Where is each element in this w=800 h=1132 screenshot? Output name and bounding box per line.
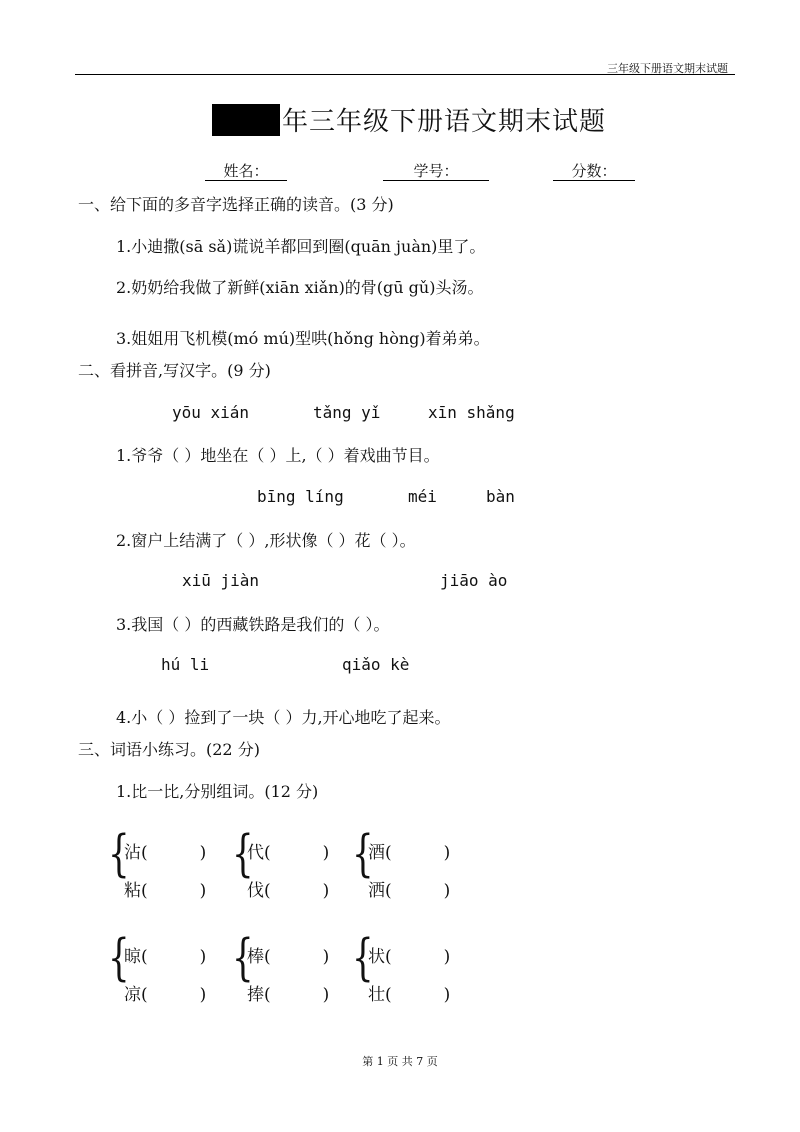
pinyin: xiū jiàn [182,571,260,590]
pinyin: tǎng yǐ [313,403,381,422]
redaction-box [212,104,280,136]
student-id-field[interactable]: 学号： [383,162,489,181]
word-pair-top: 棒( ) [247,947,330,967]
pinyin: yōu xián [172,403,250,422]
page-footer: 第 1 页 共 7 页 [362,1055,438,1068]
document-title: 年三年级下册语文期末试题 [282,107,607,137]
brace: { [232,929,254,988]
section1-item: 3.姐姐用飞机模(mó mú)型哄(hǒng hòng)着弟弟。 [116,329,490,348]
section2-item: 3.我国（ ）的西藏铁路是我们的（ ）。 [116,615,390,634]
section2-item: 2.窗户上结满了（ ）,形状像（ ）花（ ）。 [116,531,416,550]
pinyin: bàn [486,487,515,506]
word-pair-bottom: 凉( ) [124,985,207,1005]
pinyin: bīng líng [257,487,344,506]
pinyin: xīn shǎng [428,403,515,422]
section3-heading: 三、词语小练习。(22 分) [78,740,260,759]
word-pair-bottom: 洒( ) [368,881,451,901]
word-pair-top: 状( ) [368,947,451,967]
score-field[interactable]: 分数： [553,162,635,181]
brace: { [352,929,374,988]
brace: { [108,825,130,884]
brace: { [108,929,130,988]
brace: { [232,825,254,884]
word-pair-top: 酒( ) [368,843,451,863]
word-pair-top: 晾( ) [124,947,207,967]
word-pair-bottom: 壮( ) [368,985,451,1005]
pinyin: jiāo ào [440,571,508,590]
pinyin: méi [408,487,437,506]
header-rule [75,74,735,75]
section2-heading: 二、看拼音,写汉字。(9 分) [78,361,271,380]
section3-subheading: 1.比一比,分别组词。(12 分) [116,782,319,801]
section2-item: 1.爷爷（ ）地坐在（ ）上,（ ）着戏曲节目。 [116,446,440,465]
name-field[interactable]: 姓名： [205,162,287,181]
section2-item: 4.小（ ）捡到了一块（ ）力,开心地吃了起来。 [116,708,451,727]
word-pair-bottom: 粘( ) [124,881,207,901]
brace: { [352,825,374,884]
section1-heading: 一、给下面的多音字选择正确的读音。(3 分) [78,195,394,214]
section1-item: 2.奶奶给我做了新鲜(xiān xiǎn)的骨(gū gǔ)头汤。 [116,278,484,297]
pinyin: hú li [161,655,210,674]
pinyin: qiǎo kè [342,655,410,674]
running-header: 三年级下册语文期末试题 [607,62,728,75]
word-pair-bottom: 捧( ) [247,985,330,1005]
word-pair-top: 代( ) [247,843,330,863]
word-pair-bottom: 伐( ) [247,881,330,901]
section1-item: 1.小迪撒(sā sǎ)谎说羊都回到圈(quān juàn)里了。 [116,237,486,256]
word-pair-top: 沾( ) [124,843,207,863]
